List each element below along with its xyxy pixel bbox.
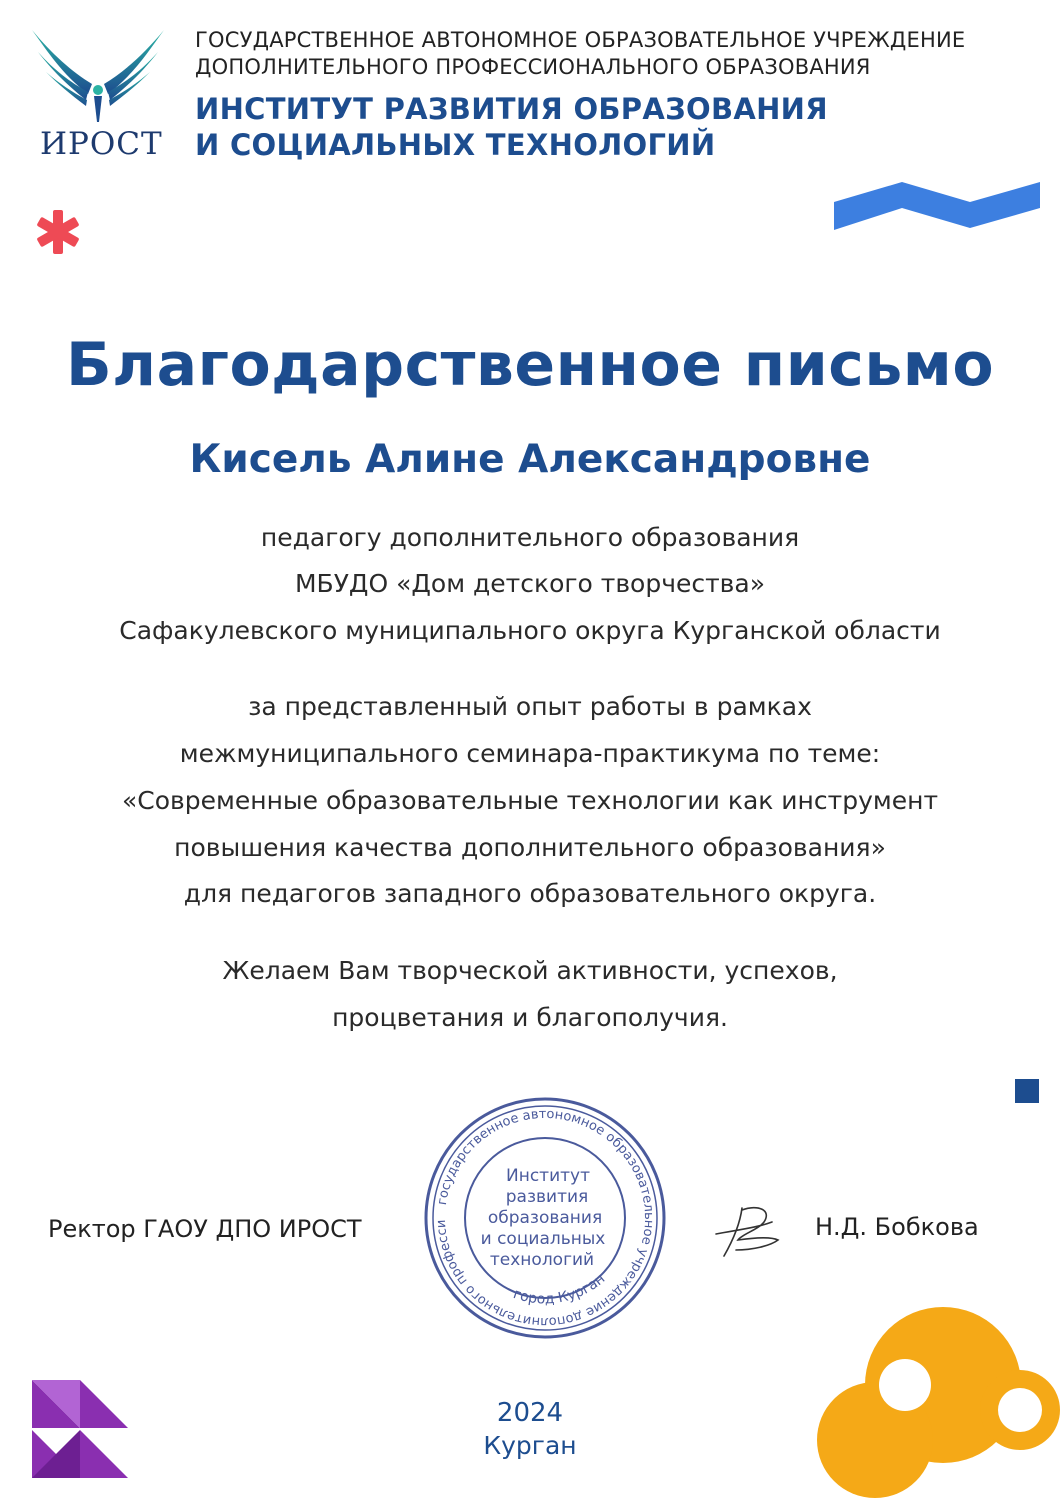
blue-stripes-decoration (834, 178, 1042, 234)
asterisk-icon (34, 208, 82, 256)
wish-line: Желаем Вам творческой активности, успехов, (222, 956, 838, 985)
stamp-inner-line: образования (487, 1208, 603, 1228)
orange-circles-decoration (815, 1300, 1060, 1500)
wish-line: процветания и благополучия. (332, 1003, 728, 1032)
stamp-inner-line: Институт (506, 1166, 590, 1186)
institute-name-line-1: ИНСТИТУТ РАЗВИТИЯ ОБРАЗОВАНИЯ (195, 92, 828, 126)
handwritten-signature (712, 1200, 792, 1260)
recipient-name: Кисель Алине Александровне (189, 437, 871, 482)
reason-line: межмуниципального семинара-практикума по теме: (179, 739, 881, 768)
blue-square-decoration (1015, 1079, 1039, 1103)
letter-title: Благодарственное письмо (65, 330, 995, 400)
position-line: педагогу дополнительного образования (260, 523, 800, 552)
org-type-line-2: ДОПОЛНИТЕЛЬНОГО ПРОФЕССИОНАЛЬНОГО ОБРАЗОВАНИЯ (195, 55, 871, 79)
footer-year: 2024 (496, 1398, 564, 1428)
bird-wings-logo-icon (28, 22, 168, 126)
stamp-outer-text: государственное автономное образовательное учреждение дополнительного професси (433, 1106, 657, 1330)
reason-line: за представленный опыт работы в рамках (248, 692, 812, 721)
rector-title: Ректор ГАОУ ДПО ИРОСТ (48, 1215, 362, 1243)
reason-line: для педагогов западного образовательного округа. (183, 879, 877, 908)
position-line: МБУДО «Дом детского творчества» (294, 569, 766, 598)
institute-name-line-2: И СОЦИАЛЬНЫХ ТЕХНОЛОГИЙ (195, 128, 716, 162)
footer-city: Курган (483, 1431, 577, 1460)
stamp-inner-line: технологий (489, 1250, 595, 1270)
stamp-bottom-text: город Курган (511, 1270, 609, 1308)
logo-text: ИРОСТ (40, 126, 163, 162)
reason-line: «Современные образовательные технологии как инструмент (121, 786, 939, 815)
reason-line: повышения качества дополнительного образования» (174, 833, 886, 862)
official-stamp (420, 1093, 670, 1343)
position-line: Сафакулевского муниципального округа Курганской области (119, 616, 941, 645)
logo (28, 22, 168, 162)
stamp-inner-line: развития (505, 1187, 589, 1207)
purple-triangles-decoration (32, 1380, 130, 1478)
signer-name: Н.Д. Бобкова (815, 1213, 979, 1241)
org-type-line-1: ГОСУДАРСТВЕННОЕ АВТОНОМНОЕ ОБРАЗОВАТЕЛЬНОЕ УЧРЕЖДЕНИЕ (195, 28, 966, 52)
stamp-inner-line: и социальных (480, 1229, 606, 1249)
